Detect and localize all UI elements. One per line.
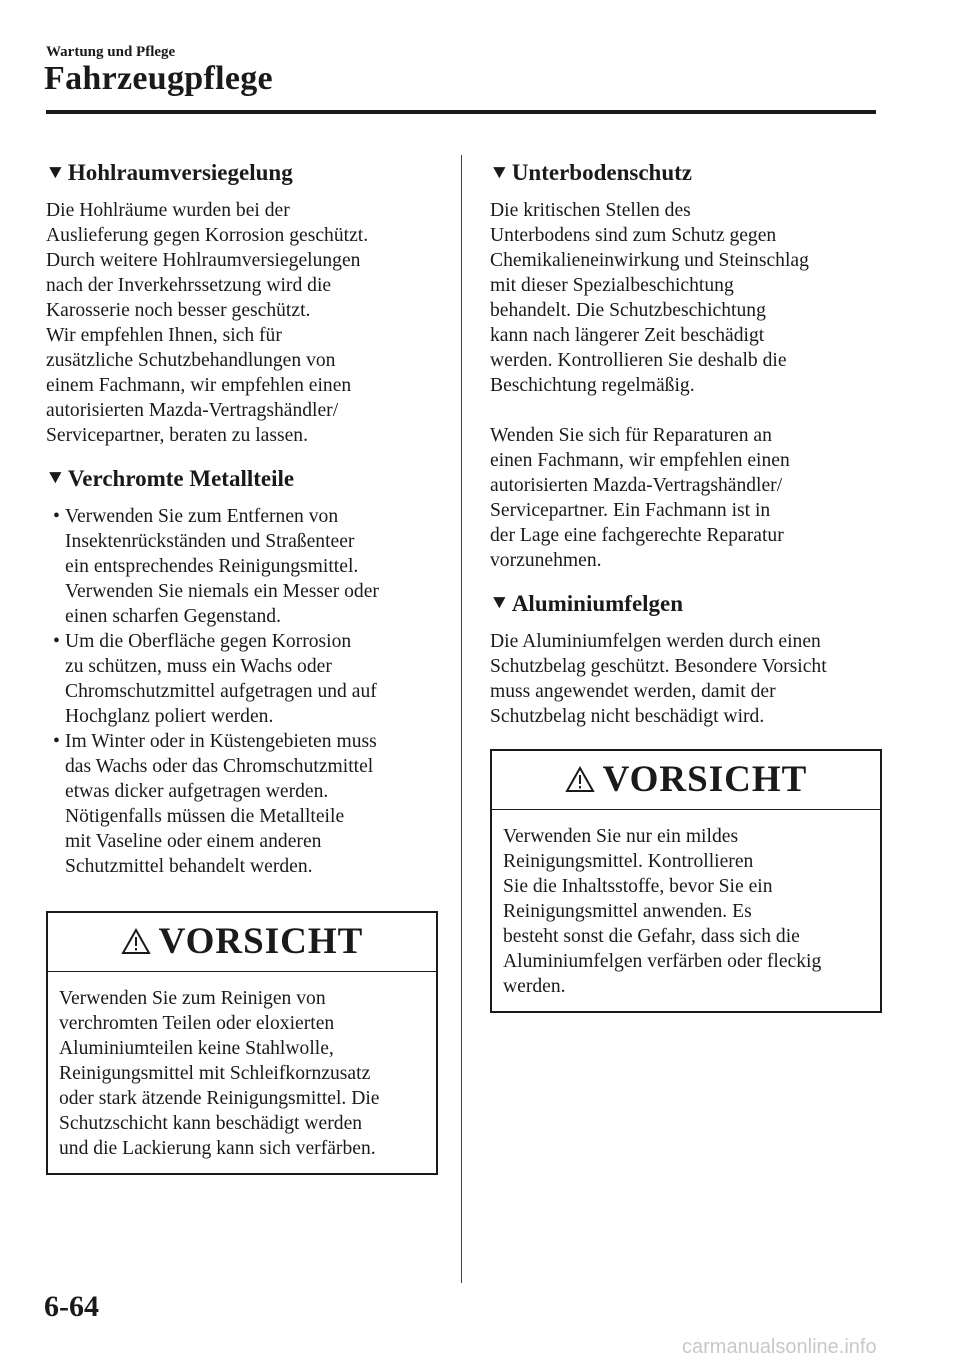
column-separator	[461, 155, 462, 1283]
warning-header	[48, 913, 436, 972]
triangle-down-icon: ▼	[45, 467, 66, 489]
warning-title: VORSICHT	[602, 759, 808, 801]
list-item: • Um die Oberfläche gegen Korrosion zu schützen, muss ein Wachs oder Chromschutzmittel aufgetragen und auf Hochglanz poliert werden.	[53, 630, 377, 727]
section-heading-text: Unterbodenschutz	[511, 160, 692, 185]
warning-text: Verwenden Sie zum Reinigen von verchromten Teilen oder eloxierten Aluminiumteilen keine Stahlwolle, Reinigungsmittel mit Schleifkornzusatz oder stark ätzende Reinigungsmittel. Die Schutzschicht kann beschädigt werden und die Lackierung kann sich verfärben.	[59, 987, 380, 1159]
warning-box	[490, 749, 882, 1013]
section-paragraph: Die kritischen Stellen des Unterbodens sind zum Schutz gegen Chemikalieneinwirkung und Steinschlag mit dieser Spezialbeschichtung behandelt. Die Schutzbeschichtung kann nach längerer Zeit beschädigt werden. Kontrollieren Sie deshalb die Beschichtung regelmäßig.	[490, 199, 809, 396]
section-heading	[46, 464, 438, 494]
triangle-down-icon: ▼	[45, 161, 66, 183]
section-paragraph: Wenden Sie sich für Reparaturen an einen Fachmann, wir empfehlen einen autorisierten Mazda-Vertragshändler/ Servicepartner. Ein Fachmann ist in der Lage eine fachgerechte Reparatur vorzunehmen.	[490, 424, 790, 571]
warning-text: Verwenden Sie nur ein mildes Reinigungsmittel. Kontrollieren Sie die Inhaltsstoffe, bevor Sie ein Reinigungsmittel anwenden. Es besteht sonst die Gefahr, dass sich die Aluminiumfelgen verfärben oder fleckig werden.	[503, 825, 822, 997]
list-item: • Im Winter oder in Küstengebieten muss das Wachs oder das Chromschutzmittel etwas dicker aufgetragen werden. Nötigenfalls müssen die Metallteile mit Vaseline oder einem anderen Schutzmittel behandelt werden.	[53, 730, 377, 877]
section-heading	[46, 158, 438, 188]
section-heading-text: Hohlraumversiegelung	[67, 160, 293, 185]
page-number: 6-64	[44, 1290, 99, 1323]
watermark: carmanualsonline.info	[682, 1336, 877, 1358]
warning-triangle-icon	[121, 928, 151, 955]
section-heading-text: Aluminiumfelgen	[511, 590, 684, 616]
warning-triangle-icon	[565, 766, 595, 793]
bullet-list	[46, 504, 438, 879]
section-heading	[490, 589, 882, 619]
right-column	[490, 158, 882, 1013]
left-column	[46, 158, 438, 1175]
header-rule	[46, 110, 876, 114]
warning-box	[46, 911, 438, 1175]
warning-header	[492, 751, 880, 810]
section-heading	[490, 158, 882, 188]
list-item: • Verwenden Sie zum Entfernen von Insektenrückständen und Straßenteer ein entsprechendes Reinigungsmittel. Verwenden Sie niemals ein Messer oder einen scharfen Gegenstand.	[53, 505, 379, 627]
section-heading-text: Verchromte Metallteile	[67, 465, 295, 491]
warning-title: VORSICHT	[158, 921, 364, 963]
triangle-down-icon: ▼	[489, 161, 510, 183]
section-paragraph: Die Hohlräume wurden bei der Auslieferung gegen Korrosion geschützt. Durch weitere Hohlraumversiegelungen nach der Inverkehrssetzung wird die Karosserie noch besser geschützt. Wir empfehlen Ihnen, sich für zusätzliche Schutzbehandlungen von einem Fachmann, wir empfehlen einen autorisierten Mazda-Vertragshändler/ Servicepartner, beraten zu lassen.	[46, 199, 369, 446]
section-paragraph: Die Aluminiumfelgen werden durch einen Schutzbelag geschützt. Besondere Vorsicht muss angewendet werden, damit der Schutzbelag nicht beschädigt wird.	[490, 630, 827, 727]
triangle-down-icon: ▼	[489, 592, 510, 614]
page-title: Fahrzeugpflege	[44, 60, 273, 97]
header-section-label: Wartung und Pflege	[46, 44, 176, 60]
